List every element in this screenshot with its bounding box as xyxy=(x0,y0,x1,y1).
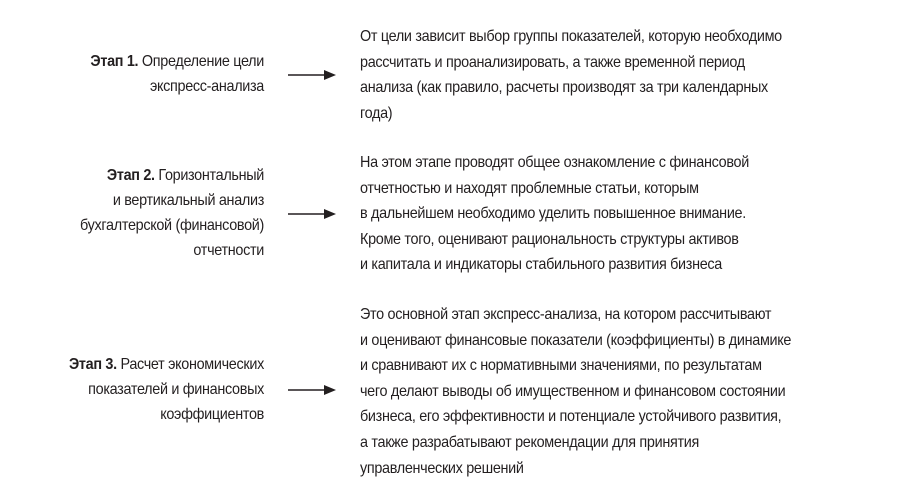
stage-1-desc-line-1: От цели зависит выбор группы показателей, которую необходимо xyxy=(360,28,782,45)
stage-2-title xyxy=(39,163,264,263)
stage-2-desc-line-1: На этом этапе проводят общее ознакомление с финансовой xyxy=(360,154,749,171)
stage-2-desc-line-5: и капитала и индикаторы стабильного развития бизнеса xyxy=(360,256,722,274)
stage-3-arrow-icon xyxy=(288,384,336,396)
stage-1-title-line-1: Определение цели xyxy=(141,53,264,70)
stage-2-description xyxy=(360,150,846,278)
stage-3-description xyxy=(360,302,846,481)
stage-1-label: Этап 1. xyxy=(90,53,139,70)
stage-1-desc-line-4: года) xyxy=(360,104,393,122)
stage-1-description xyxy=(360,24,846,126)
stage-3-title xyxy=(39,352,264,427)
stage-3-title-line-2: показателей и финансовых xyxy=(88,381,264,398)
stage-1-arrow-icon xyxy=(288,69,336,81)
stage-3-label: Этап 3. xyxy=(68,356,117,373)
stage-3-desc-line-6: а также разрабатывают рекомендации для принятия xyxy=(360,433,699,451)
stage-2-title-line-1: Горизонтальный xyxy=(158,167,264,184)
stage-2-arrow-icon xyxy=(288,208,336,220)
stage-2-title-line-4: отчетности xyxy=(193,242,264,259)
stage-2-desc-line-2: отчетностью и находят проблемные статьи, которым xyxy=(360,179,699,197)
stage-2-desc-line-3: в дальнейшем необходимо уделить повышенное внимание. xyxy=(360,205,746,223)
stage-3-desc-line-4: чего делают выводы об имущественном и финансовом состоянии xyxy=(360,382,786,400)
stage-3-title-line-1: Расчет экономических xyxy=(120,356,264,373)
stage-3-desc-line-7: управленческих решений xyxy=(360,459,524,477)
stage-1-desc-line-2: рассчитать и проанализировать, а также временной период xyxy=(360,53,745,71)
stage-1-title xyxy=(39,49,264,99)
stage-3-desc-line-5: бизнеса, его эффективности и потенциале устойчивого развития, xyxy=(360,408,782,426)
stage-1-desc-line-3: анализа (как правило, расчеты производят за три календарных xyxy=(360,79,768,97)
stage-2-desc-line-4: Кроме того, оценивают рациональность структуры активов xyxy=(360,230,739,248)
stage-3-desc-line-1: Это основной этап экспресс-анализа, на котором рассчитывают xyxy=(360,306,772,323)
stage-3-title-line-3: коэффициентов xyxy=(160,406,264,423)
stage-2-title-line-2: и вертикальный анализ xyxy=(112,192,264,209)
stage-2-label: Этап 2. xyxy=(106,167,155,184)
stage-1-title-line-2: экспресс-анализа xyxy=(149,78,264,95)
stage-2-title-line-3: бухгалтерской (финансовой) xyxy=(80,217,264,234)
stage-3-desc-line-3: и сравнивают их с нормативными значениями, по результатам xyxy=(360,357,762,375)
stage-3-desc-line-2: и оценивают финансовые показатели (коэффициенты) в динамике xyxy=(360,331,792,349)
